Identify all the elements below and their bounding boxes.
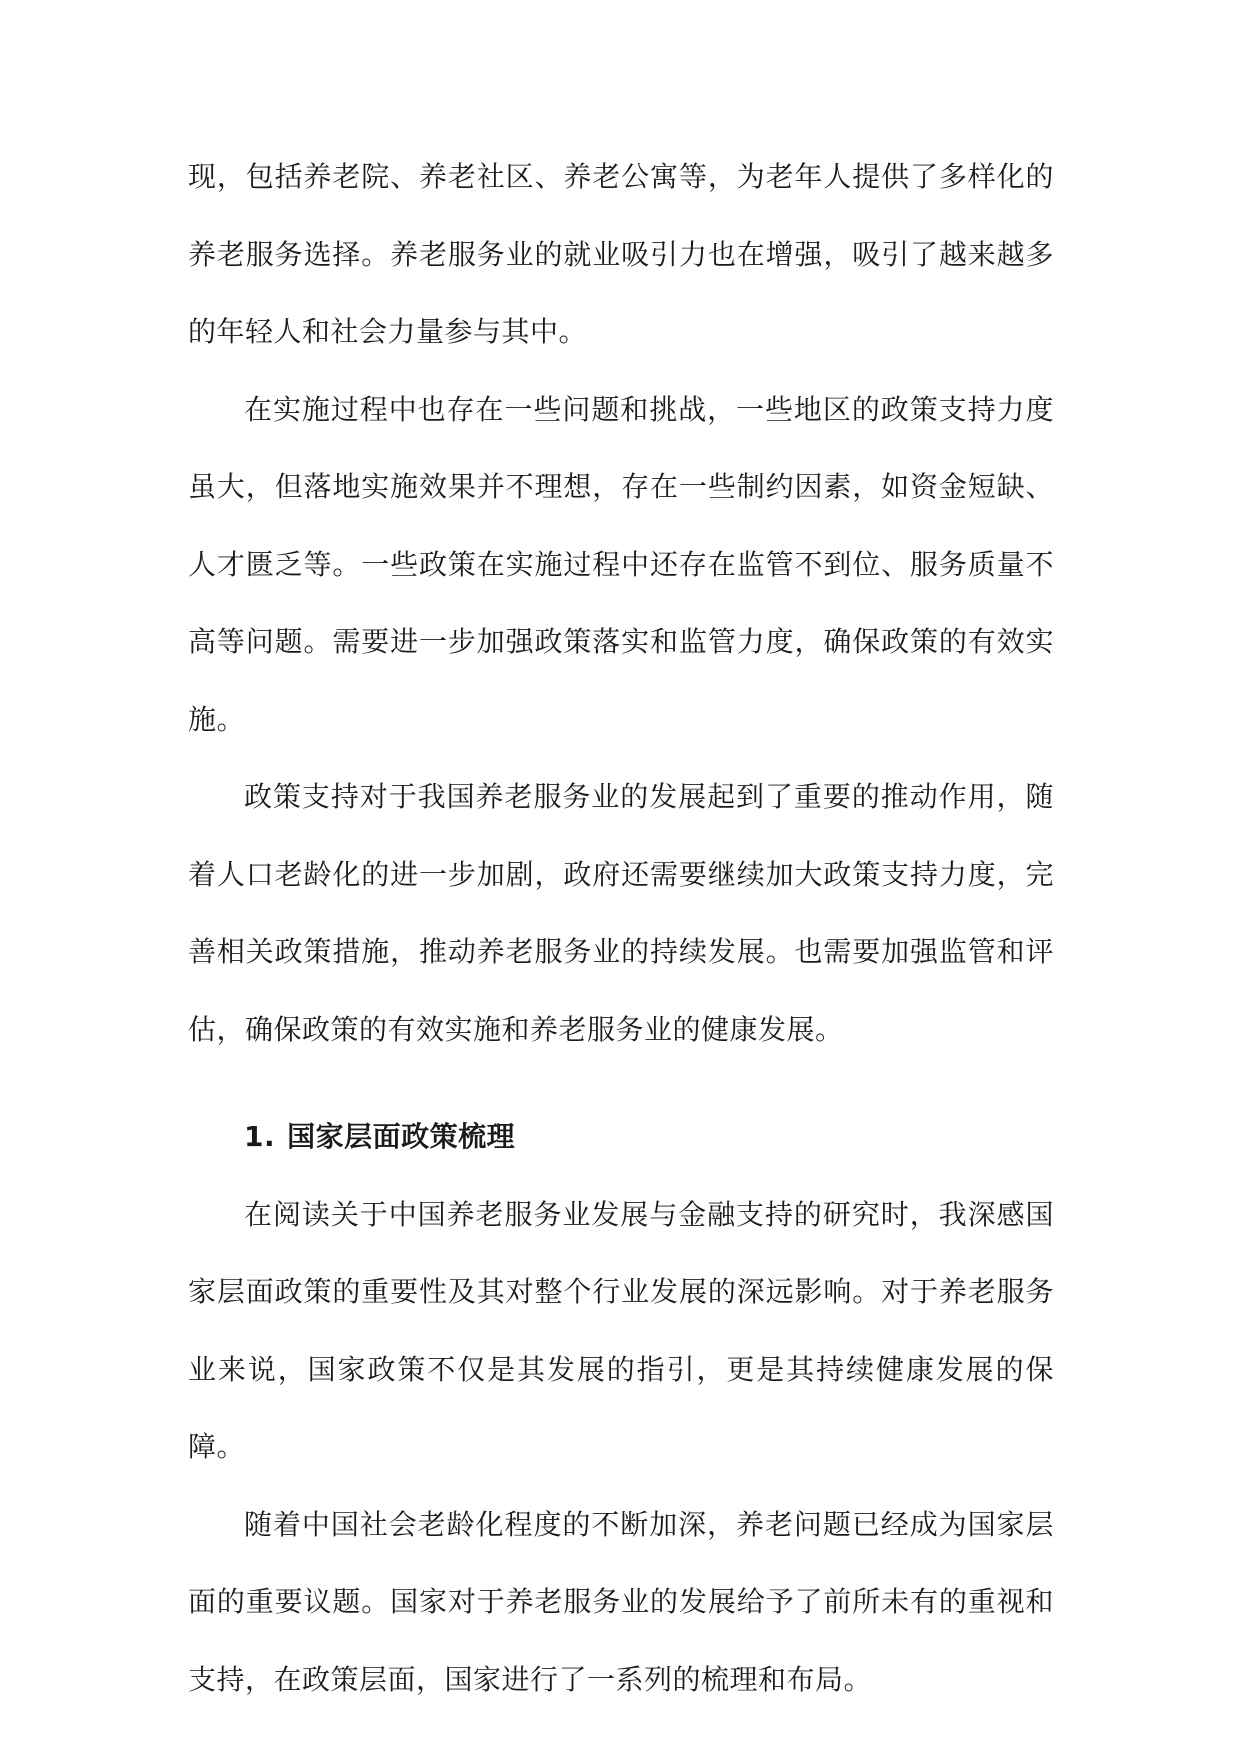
section-heading <box>188 1098 1054 1176</box>
paragraph-aging-society: 随着中国社会老龄化程度的不断加深，养老问题已经成为国家层面的重要议题。国家对于养老服务业的发展给予了前所未有的重视和支持，在政策层面，国家进行了一系列的梳理和布局。 <box>188 1507 1054 1696</box>
spacer <box>188 1068 1054 1098</box>
section-number: 1. <box>244 1120 276 1153</box>
paragraph-continuation: 现，包括养老院、养老社区、养老公寓等，为老年人提供了多样化的养老服务选择。养老服务业的就业吸引力也在增强，吸引了越来越多的年轻人和社会力量参与其中。 <box>188 160 1054 348</box>
paragraph-policy-support: 政策支持对于我国养老服务业的发展起到了重要的推动作用，随着人口老龄化的进一步加剧，政府还需要继续加大政策支持力度，完善相关政策措施，推动养老服务业的持续发展。也需要加强监管和评估，确保政策的有效实施和养老服务业的健康发展。 <box>188 780 1054 1046</box>
document-body <box>188 138 1054 1718</box>
paragraph-national-policy-importance: 在阅读关于中国养老服务业发展与金融支持的研究时，我深感国家层面政策的重要性及其对整个行业发展的深远影响。对于养老服务业来说，国家政策不仅是其发展的指引，更是其持续健康发展的保障。 <box>188 1197 1054 1463</box>
paragraph-implementation-challenges: 在实施过程中也存在一些问题和挑战，一些地区的政策支持力度虽大，但落地实施效果并不理想，存在一些制约因素，如资金短缺、人才匮乏等。一些政策在实施过程中还存在监管不到位、服务质量不高等问题。需要进一步加强政策落实和监管力度，确保政策的有效实施。 <box>188 392 1054 736</box>
section-title: 国家层面政策梳理 <box>287 1120 516 1153</box>
